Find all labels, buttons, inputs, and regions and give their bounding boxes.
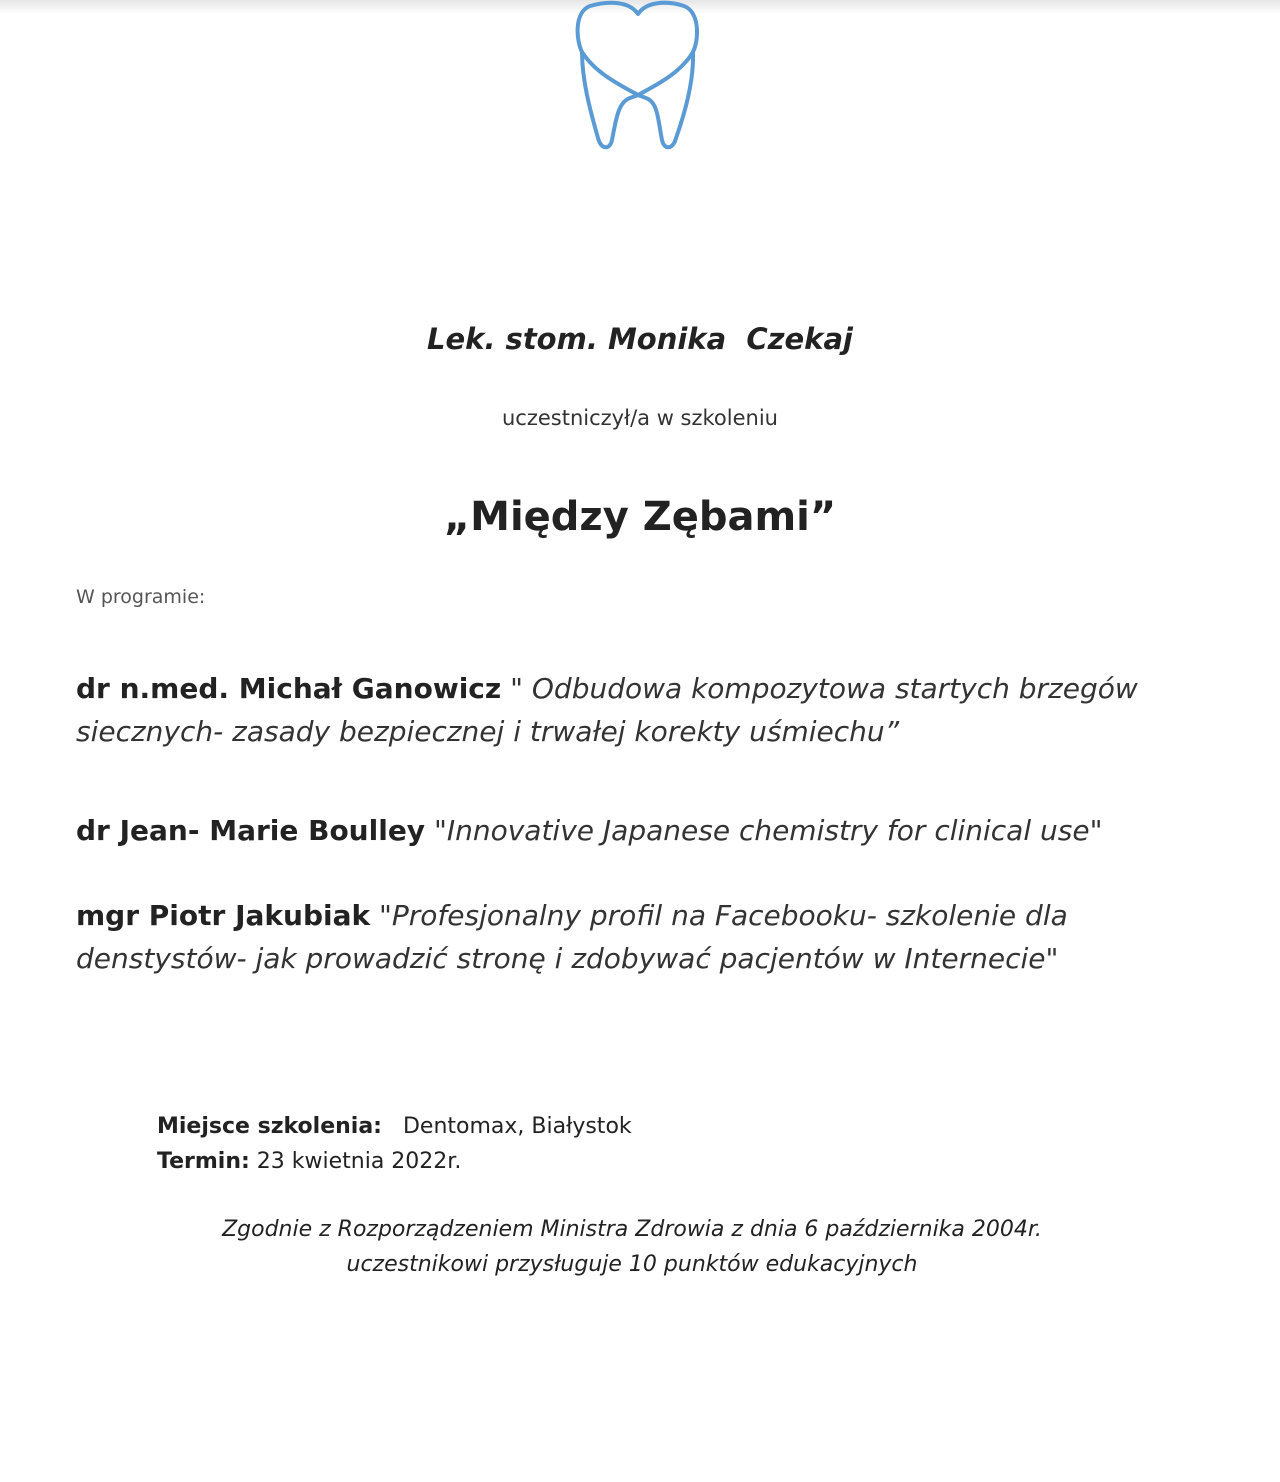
talk-title: "Profesjonalny profil na Facebooku- szkolenie dla (370, 899, 1068, 932)
participation-text: uczestniczył/a w szkoleniu (502, 406, 778, 430)
talk-title-cont: denstystów- jak prowadzić stronę i zdobywać pacjentów w Internecie" (76, 942, 1059, 975)
date-value: 23 kwietnia 2022r. (256, 1149, 462, 1174)
training-location (157, 1114, 632, 1139)
speaker-name: dr Jean- Marie Boulley (76, 814, 426, 847)
speaker-name: dr n.med. Michał Ganowicz (76, 672, 502, 705)
location-label: Miejsce szkolenia: (157, 1114, 382, 1139)
speaker-entry (76, 809, 1102, 852)
tooth-heart-logo-icon (560, 0, 720, 160)
date-label: Termin: (157, 1149, 250, 1174)
talk-title-cont: siecznych- zasady bezpiecznej i trwałej korekty uśmiechu” (76, 715, 900, 748)
points-note: uczestnikowi przysługuje 10 punktów edukacyjnych (346, 1252, 918, 1277)
participant-name: Lek. stom. Monika Czekaj (427, 322, 853, 356)
program-label: W programie: (76, 586, 206, 608)
talk-title: "Innovative Japanese chemistry for clinical use" (425, 814, 1103, 847)
speaker-entry (76, 667, 1138, 753)
training-title: „Między Zębami” (443, 494, 837, 540)
speaker-name: mgr Piotr Jakubiak (76, 899, 371, 932)
location-value: Dentomax, Białystok (402, 1114, 632, 1139)
speaker-entry (76, 894, 1068, 980)
regulation-note: Zgodnie z Rozporządzeniem Ministra Zdrowia z dnia 6 października 2004r. (222, 1217, 1042, 1242)
talk-title: " Odbudowa kompozytowa startych brzegów (501, 672, 1138, 705)
training-date (157, 1149, 461, 1174)
